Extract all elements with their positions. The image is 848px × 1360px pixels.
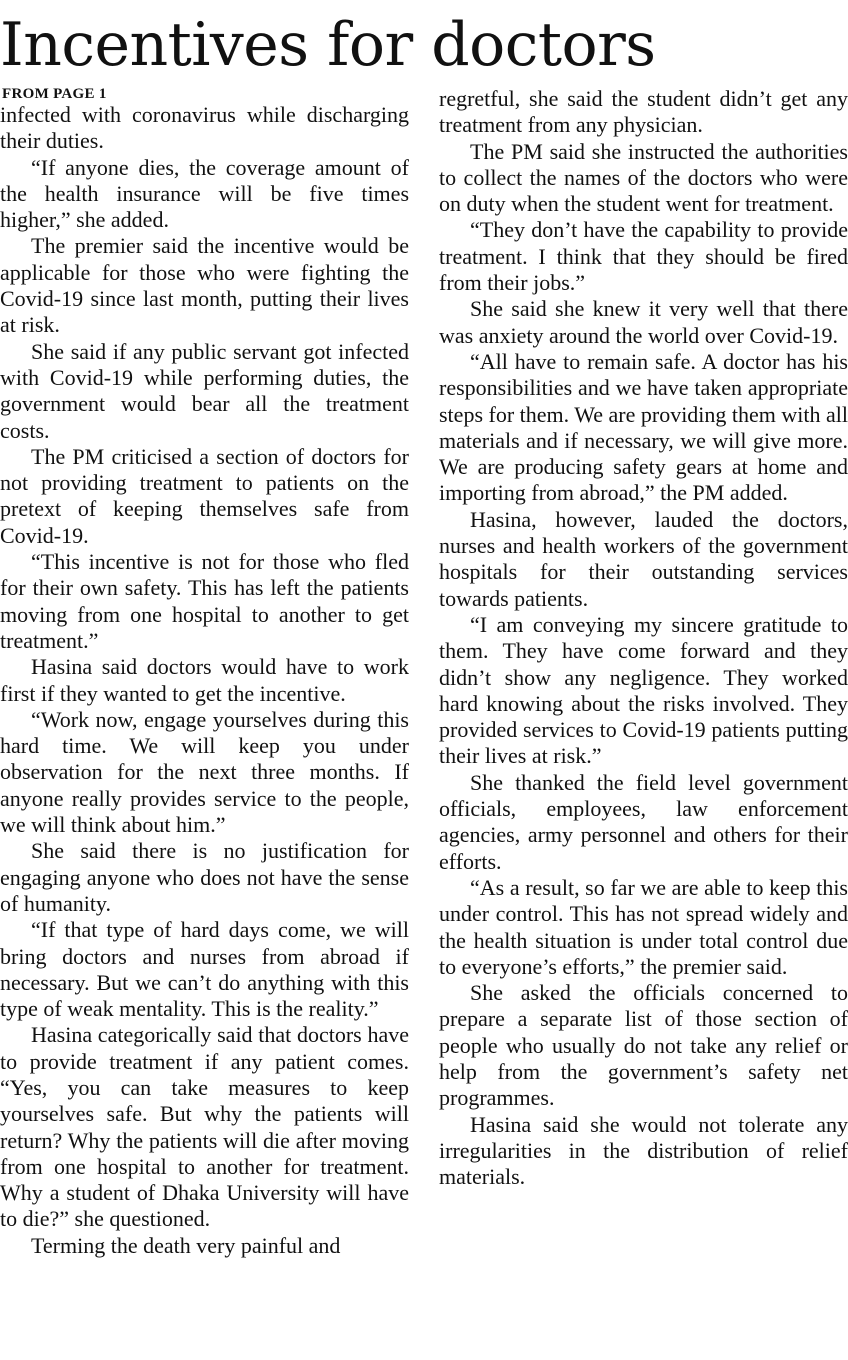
paragraph: “I am conveying my sincere gratitude to them. They have come forward and they didn’t show any negligence. They worked hard knowing about the risks involved. They provided services to Covid-19 patients putting their lives at risk.” bbox=[439, 611, 848, 769]
paragraph: Hasina, however, lauded the doctors, nurses and health workers of the government hospitals for their outstanding services towards patients. bbox=[439, 506, 848, 611]
paragraph: The PM criticised a section of doctors for not providing treatment to patients on the pretext of keeping themselves safe from Covid-19. bbox=[0, 443, 409, 548]
paragraph: She asked the officials concerned to prepare a separate list of those section of people who usually do not take any relief or help from the government’s safety net programmes. bbox=[439, 980, 848, 1111]
paragraph: She said there is no justification for engaging anyone who does not have the sense of humanity. bbox=[0, 838, 409, 916]
paragraph: She said she knew it very well that there was anxiety around the world over Covid-19. bbox=[439, 296, 848, 348]
paragraph: Hasina categorically said that doctors have to provide treatment if any patient comes. “Yes, you can take measures to keep yourselves safe. But why the patients will return? Why the patients will die after moving from one hospital to another for treatment. Why a student of Dhaka University will have to die?” she questioned. bbox=[0, 1022, 409, 1232]
paragraph: “If that type of hard days come, we will bring doctors and nurses from abroad if necessary. But we can’t do anything with this type of weak mentality. This is the reality.” bbox=[0, 917, 409, 1022]
paragraph: The PM said she instructed the authorities to collect the names of the doctors who were on duty when the student went for treatment. bbox=[439, 138, 848, 217]
left-column bbox=[0, 86, 409, 1356]
paragraph: Hasina said she would not tolerate any irregularities in the distribution of relief materials. bbox=[439, 1111, 848, 1190]
paragraph: Hasina said doctors would have to work first if they wanted to get the incentive. bbox=[0, 654, 409, 706]
paragraph: infected with coronavirus while discharging their duties. bbox=[0, 102, 409, 154]
paragraph: Terming the death very painful and bbox=[31, 1232, 341, 1258]
paragraph: “This incentive is not for those who fled for their own safety. This has left the patients moving from one hospital to another to get treatment.” bbox=[0, 549, 409, 653]
paragraph: She thanked the field level government officials, employees, law enforcement agencies, army personnel and others for their efforts. bbox=[439, 769, 848, 874]
headline: Incentives for doctors bbox=[0, 10, 656, 80]
paragraph: She said if any public servant got infected with Covid-19 while performing duties, the government would bear all the treatment costs. bbox=[0, 338, 409, 443]
paragraph: regretful, she said the student didn’t get any treatment from any physician. bbox=[439, 86, 848, 138]
right-column bbox=[439, 86, 848, 1356]
paragraph: “All have to remain safe. A doctor has his responsibilities and we have taken appropriate steps for them. We are providing them with all materials and if necessary, we will give more. We are producing safety gears at home and importing from abroad,” the PM added. bbox=[439, 348, 848, 506]
paragraph: The premier said the incentive would be applicable for those who were fighting the Covid-19 since last month, putting their lives at risk. bbox=[0, 233, 409, 338]
paragraph: “If anyone dies, the coverage amount of the health insurance will be five times higher,” she added. bbox=[0, 154, 409, 233]
paragraph: “As a result, so far we are able to keep this under control. This has not spread widely and the health situation is under total control due to everyone’s efforts,” the premier said. bbox=[439, 874, 848, 979]
paragraph: “Work now, engage yourselves during this hard time. We will keep you under observation for the next three months. If anyone really provides service to the people, we will think about him.” bbox=[0, 706, 409, 838]
jump-label: FROM PAGE 1 bbox=[2, 86, 107, 102]
paragraph: “They don’t have the capability to provide treatment. I think that they should be fired from their jobs.” bbox=[439, 217, 848, 296]
